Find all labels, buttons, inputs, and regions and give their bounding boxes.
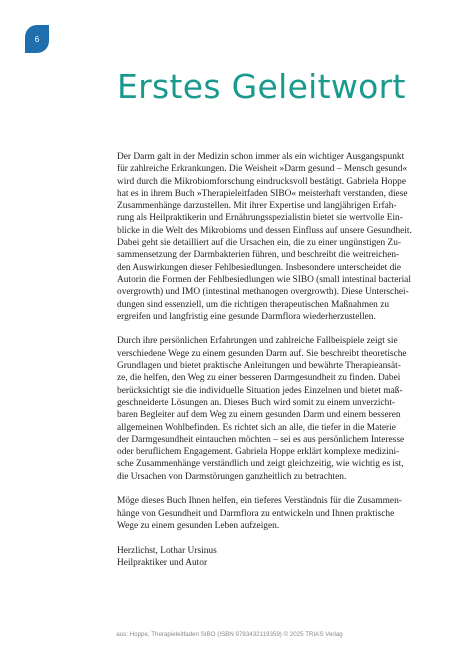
text-line: wird durch die Mikrobiomforschung eindrucksvoll bestätigt. Gabriela Hoppe [117,176,406,187]
text-line: für zahlreiche Erkrankungen. Die Weisheit »Darm gesund – Mensch gesund« [117,164,408,175]
text-line: rung als Heilpraktikerin und Ernährungsspezialistin bietet sie wertvolle Ein- [117,213,403,224]
text-line: hänge von Gesundheit und Darmflora zu entwickeln und Ihnen praktische [117,508,395,519]
paragraph-1 [117,151,437,323]
text-line: verschiedene Wege zu einem gesunden Darm auf. Sie beschreibt theoretische [117,348,407,359]
signoff-greeting: Herzlichst, Lothar Ursinus [117,545,217,556]
text-line: Möge dieses Buch Ihnen helfen, ein tieferes Verständnis für die Zusammen- [117,496,402,507]
text-line: Dabei geht sie detailliert auf die Ursachen ein, die zu einer ungünstigen Zu- [117,238,402,249]
text-line: Der Darm galt in der Medizin schon immer als ein wichtiger Ausgangspunkt [117,152,405,162]
text-line: oder beruflichem Engagement. Gabriela Hoppe erklärt komplexe medizini- [117,447,400,458]
text-line: dungen sind essenziell, um die richtigen therapeutischen Maßnahmen zu [117,299,390,310]
text-line: den Auswirkungen dieser Fehlbesiedlungen. Insbesondere unterscheidet die [117,262,402,273]
text-line: sammensetzung der Darmbakterien führen, und beschreibt die weitreichen- [117,250,400,261]
text-line: Zusammenhänge darzustellen. Mit ihrer Expertise und langjährigen Erfah- [117,201,397,212]
signoff [117,545,437,570]
page-title: Erstes Geleitwort [117,67,406,106]
text-line: die Ursachen von Darmstörungen ganzheitlich zu betrachten. [117,471,347,482]
text-line: blicke in die Welt des Mikrobioms und dessen Einfluss auf unsere Gesundheit. [117,225,412,236]
signoff-role: Heilpraktiker und Autor [117,557,208,568]
foreword-body [117,151,437,581]
text-line: der Darmgesundheit eintauchen möchten – sei es aus persönlichem Interesse [117,434,405,445]
paragraph-3 [117,495,437,532]
text-line: overgrowth) und IMO (intestinal methanogen overgrowth). Diese Unterschei- [117,287,409,298]
text-line: ergreifen und langfristig eine gesunde Darmflora wiederherzustellen. [117,311,376,322]
page-number: 6 [34,34,40,44]
text-line: baren Begleiter auf dem Weg zu einem gesunden Darm und einem besseren [117,410,401,421]
page-footer: aus: Hoppe, Therapieleitfaden SIBO (ISBN 9783432119359) © 2025 TRIAS Verlag [116,631,343,638]
paragraph-2 [117,335,437,483]
text-line: sche Zusammenhänge verständlich und zeigt gleichzeitig, wie wichtig es ist, [117,459,404,470]
page-number-badge [25,25,49,53]
text-line: Durch ihre persönlichen Erfahrungen und zahlreiche Fallbeispiele zeigt sie [117,336,398,347]
text-line: Wege zu einem gesunden Leben aufzeigen. [117,520,280,531]
text-line: Autorin die Formen der Fehlbesiedlungen wie SIBO (small intestinal bacterial [117,274,411,285]
text-line: geschneiderte Lösungen an. Dieses Buch wird somit zu einem unverzicht- [117,397,396,408]
text-line: hat es in ihrem Buch »Therapieleitfaden SIBO« meisterhaft verstanden, diese [117,188,408,199]
text-line: Grundlagen und bietet praktische Anleitungen und bewährte Therapieansät- [117,361,401,372]
text-line: allgemeinen Wohlbefinden. Es richtet sich an alle, die tiefer in die Materie [117,422,396,433]
text-line: ze, die helfen, den Weg zu einer besseren Darmgesundheit zu finden. Dabei [117,373,401,384]
text-line: berücksichtigt sie die individuelle Situation jedes Einzelnen und bietet maß- [117,385,403,396]
